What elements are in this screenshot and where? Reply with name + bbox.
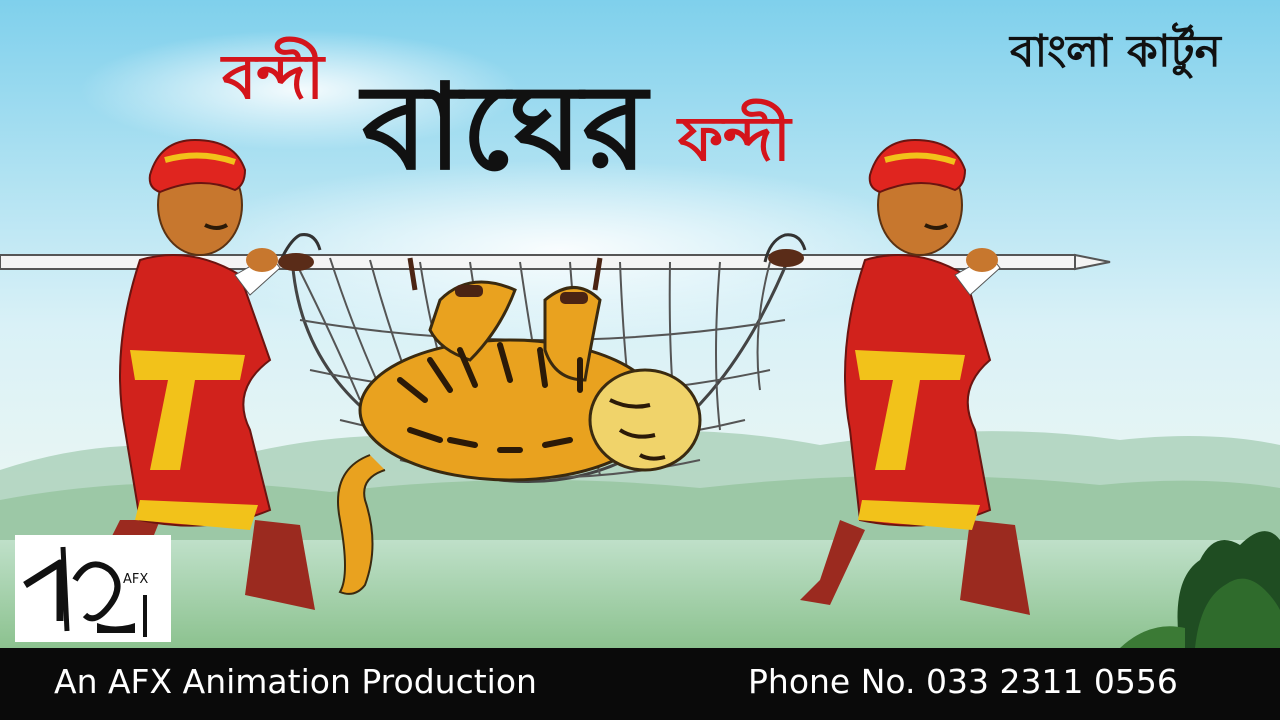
svg-text:AFX: AFX (123, 572, 149, 587)
genre-label: বাংলা কার্টুন (1010, 26, 1221, 77)
afx-logo (15, 535, 171, 642)
title-word-bagher: বাঘের (362, 58, 648, 196)
production-credit: An AFX Animation Production (54, 662, 537, 701)
bangla-logo-mark (15, 535, 171, 642)
title-word-fondi: ফন্দী (678, 102, 791, 175)
phone-number: Phone No. 033 2311 0556 (748, 662, 1178, 701)
ground (0, 540, 1280, 648)
title-word-bondi: বন্দী (222, 40, 324, 113)
